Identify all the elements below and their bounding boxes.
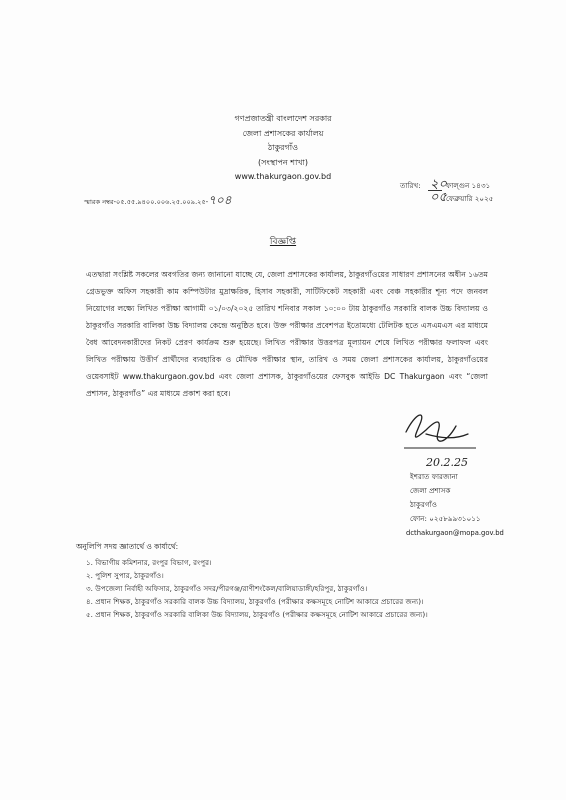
government-name: গণপ্রজাতন্ত্রী বাংলাদেশ সরকার [234,114,332,123]
memo-number-text: স্মারক নম্বর-০৫.৫৫.৯৪০০.০০৬.২৫.০০৯.২৫- [84,198,209,206]
signature-date: 20.2.25 [426,456,468,469]
cc-list [86,556,428,621]
cc-item: ১. বিভাগীয় কমিশনার, রংপুর বিভাগ, রংপুর। [86,558,212,567]
signatory-block [406,470,504,540]
memo-handwritten-number: ৭০৪ [208,193,232,207]
cc-item: ৫. প্রধান শিক্ষক, ঠাকুরগাঁও সরকারি বালিকা উচ্চ বিদ্যালয়, ঠাকুরগাঁও (পরীক্ষার কক্ষসমূহে নোটিশ আকারে প্রচারের জন্য)। [86,610,428,619]
english-month-year: ফেব্রুয়ারি ২০২৫ [446,194,494,203]
bangla-day-handwritten: ২০ [430,177,447,192]
letterhead [0,112,566,185]
signatory-email: dcthakurgaon@mopa.gov.bd [406,529,504,537]
notice-title: বিজ্ঞপ্তি [269,237,297,247]
cc-item: ২. পুলিশ সুপার, ঠাকুরগাঁও। [86,571,164,580]
signatory-district: ঠাকুরগাঁও [410,500,437,509]
notice-body: এতদ্বারা সংশ্লিষ্ট সকলের অবগতির জন্য জানানো যাচ্ছে যে, জেলা প্রশাসকের কার্যালয়, ঠাকুরগাঁওয়ের সাধারণ প্রশাসনের অধীন ১৬তম গ্রেডভুক্ত অফিস সহকারী কাম কম্পিউটার মুদ্রাক্ষরিক, হিসাব সহকারী, সার্টিফিকেট সহকারী এবং বেঞ্চ সহকারীর শূন্য পদে জনবল নিয়োগের লক্ষ্যে লিখিত পরীক্ষা আগামী ০১/০৩/২০২৫ তারিখ শনিবার সকাল ১০:০০ টায় ঠাকুরগাঁও সরকারি বালক উচ্চ বিদ্যালয় ও ঠাকুরগাঁও সরকারি বালিকা উচ্চ বিদ্যালয় কেন্দ্রে অনুষ্ঠিত হবে। উক্ত পরীক্ষার প্রবেশপত্র ইতোমধ্যে টেলিটক হতে এসএমএস এর মাধ্যমে বৈধ আবেদনকারীদের নিকট প্রেরণ কার্যক্রম শুরু হয়েছে। লিখিত পরীক্ষার উত্তরপত্র মূল্যায়ন শেষে লিখিত পরীক্ষার ফলাফল এবং লিখিত পরীক্ষায় উত্তীর্ণ প্রার্থীদের ব্যবহারিক ও মৌখিক পরীক্ষার স্থান, তারিখ ও সময় জেলা প্রশাসকের কার্যালয়, ঠাকুরগাঁওয়ের ওয়েবসাইট www.thakurgaon.gov.bd এবং জেলা প্রশাসক, ঠাকুরগাঁওয়ের ফেসবুক আইডি DC Thakurgaon এবং “জেলা প্রশাসন, ঠাকুরগাঁও” এর মাধ্যমে প্রকাশ করা হবে। [86,270,488,398]
office-website: www.thakurgaon.gov.bd [234,172,332,181]
date-label: তারিখ: [400,181,421,190]
cc-item: ৩. উপজেলা নির্বাহী অফিসার, ঠাকুরগাঁও সদর/পীরগঞ্জ/রাণীশংকৈল/বালিয়াডাঙ্গী/হরিপুর, ঠাকুরগাঁও। [86,584,368,593]
office-name: জেলা প্রশাসকের কার্যালয় [242,128,324,138]
cc-heading: অনুলিপি সদয় জ্ঞাতার্থে ও কার্যার্থে: [76,542,179,551]
memo-number [84,192,232,212]
section-name: (সংস্থাপন শাখা) [258,157,308,167]
signatory-name: ইশরাত ফারজানা [410,472,458,481]
english-day-handwritten: ০৫ [430,190,447,205]
bangla-month-year: ফাল্গুন ১৪৩১ [446,181,491,190]
signatory-designation: জেলা প্রশাসক [410,486,451,495]
signature [396,404,486,474]
district-name: ঠাকুরগাঁও [267,143,299,152]
cc-item: ৪. প্রধান শিক্ষক, ঠাকুরগাঁও সরকারি বালক উচ্চ বিদ্যালয়, ঠাকুরগাঁও (পরীক্ষার কক্ষসমূহে নোটিশ আকারে প্রচারের জন্য)। [86,597,424,606]
signatory-phone: ফোন: ০২৫৮৯৯৩১০১১ [410,514,481,523]
